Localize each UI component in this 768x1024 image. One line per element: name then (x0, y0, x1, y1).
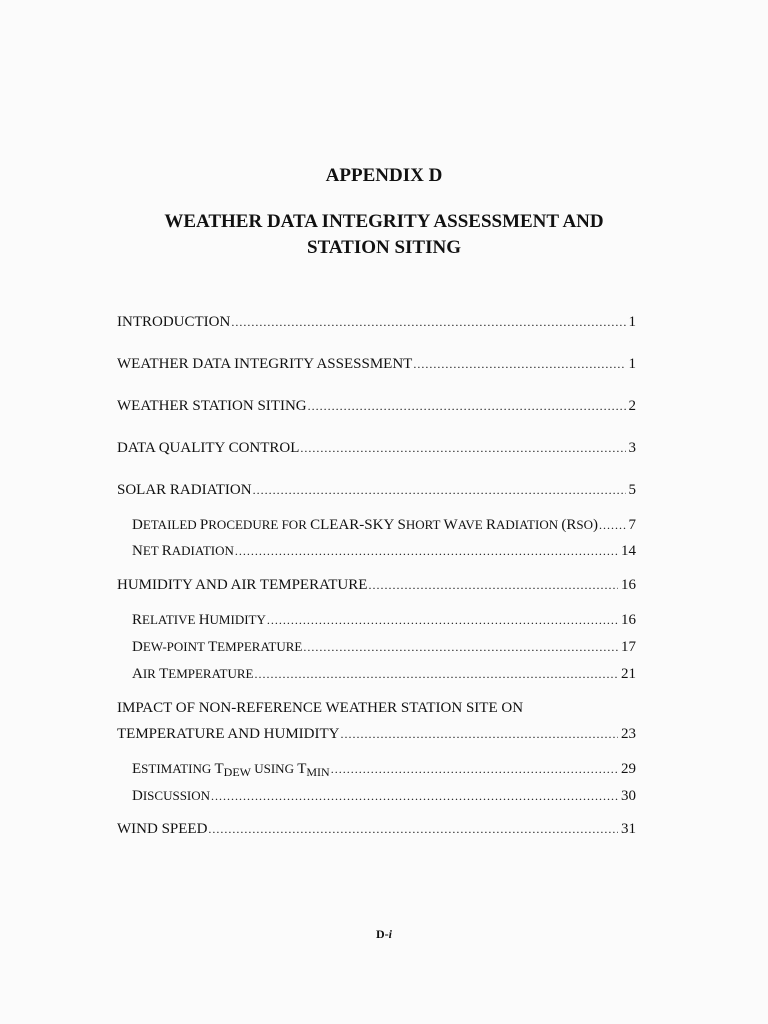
toc-entry-impact[interactable] (117, 724, 636, 744)
toc-entry-title: DATA QUALITY CONTROL (117, 440, 300, 456)
toc-subentry-clearsky[interactable] (132, 515, 636, 535)
toc-subentry-discussion[interactable] (132, 786, 636, 806)
toc-page-number: 29 (621, 761, 636, 777)
toc-subentry-air-temperature[interactable] (132, 664, 636, 684)
toc-leader-dots (300, 438, 625, 458)
toc-entry-title: RELATIVE HUMIDITY (132, 612, 266, 628)
toc-leader-dots (599, 515, 626, 535)
toc-subentry-estimating[interactable] (132, 759, 636, 782)
toc-subentry-relative-humidity[interactable] (132, 610, 636, 630)
toc-entry-solar[interactable] (117, 480, 636, 500)
toc-subentry-net-radiation[interactable] (132, 541, 636, 561)
toc-page-number: 7 (628, 517, 636, 533)
toc-leader-dots (303, 637, 618, 657)
toc-page-number: 2 (628, 398, 636, 414)
toc-page-number: 21 (621, 666, 636, 682)
toc-leader-dots (253, 480, 626, 500)
toc-entry-title: AIR TEMPERATURE (132, 666, 254, 682)
toc-leader-dots (413, 354, 625, 374)
toc-subentry-dew-point[interactable] (132, 637, 636, 657)
title-line-2: STATION SITING (307, 237, 461, 258)
footer-prefix: D- (375, 927, 389, 941)
title-line-1: WEATHER DATA INTEGRITY ASSESSMENT AND (164, 211, 604, 232)
toc-leader-dots (331, 759, 618, 779)
toc-page-number: 16 (621, 612, 636, 628)
toc-entry-humidity[interactable] (117, 575, 636, 595)
appendix-heading: APPENDIX D (325, 165, 443, 186)
toc-page-number: 14 (621, 543, 636, 559)
toc-leader-dots (235, 541, 618, 561)
toc-page-number: 1 (628, 356, 636, 372)
toc-page-number: 23 (621, 726, 636, 742)
toc-page-number: 3 (628, 440, 636, 456)
toc-page-number: 1 (628, 314, 636, 330)
toc-entry-title: TEMPERATURE AND HUMIDITY (117, 726, 340, 742)
toc-page-number: 5 (628, 482, 636, 498)
toc-entry-title: DEW-POINT TEMPERATURE (132, 639, 303, 655)
toc-entry-title: ESTIMATING TDEW USING TMIN (132, 761, 330, 779)
toc-page-number: 31 (621, 821, 636, 837)
toc-entry-title: WEATHER STATION SITING (117, 398, 307, 414)
toc-leader-dots (368, 575, 618, 595)
toc-leader-dots (341, 724, 619, 744)
toc-entry-title: WIND SPEED (117, 821, 208, 837)
toc-entry-impact-line1[interactable]: IMPACT OF NON-REFERENCE WEATHER STATION SITE ON (117, 700, 524, 716)
toc-leader-dots (208, 819, 618, 839)
toc-leader-dots (255, 664, 619, 684)
toc-entry-title: HUMIDITY AND AIR TEMPERATURE (117, 577, 368, 593)
toc-leader-dots (211, 786, 618, 806)
toc-entry-title: INTRODUCTION (117, 314, 231, 330)
toc-entry-title: WEATHER DATA INTEGRITY ASSESSMENT (117, 356, 413, 372)
toc-leader-dots (267, 610, 618, 630)
toc-leader-dots (231, 312, 625, 332)
toc-entry-siting[interactable] (117, 396, 636, 416)
toc-entry-title: DISCUSSION (132, 788, 211, 804)
toc-entry-integrity[interactable] (117, 354, 636, 374)
toc-page-number: 30 (621, 788, 636, 804)
toc-leader-dots (308, 396, 626, 416)
toc-page-number: 17 (621, 639, 636, 655)
toc-page-number: 16 (621, 577, 636, 593)
page-footer (0, 927, 768, 942)
toc-entry-title: NET RADIATION (132, 543, 234, 559)
footer-page-number: i (388, 927, 392, 941)
toc-entry-title: DETAILED PROCEDURE FOR CLEAR-SKY SHORT WAVE RADIATION (RSO) (132, 517, 598, 533)
toc-entry-title: SOLAR RADIATION (117, 482, 252, 498)
toc-entry-introduction[interactable] (117, 312, 636, 332)
toc-entry-wind[interactable] (117, 819, 636, 839)
toc-entry-quality[interactable] (117, 438, 636, 458)
